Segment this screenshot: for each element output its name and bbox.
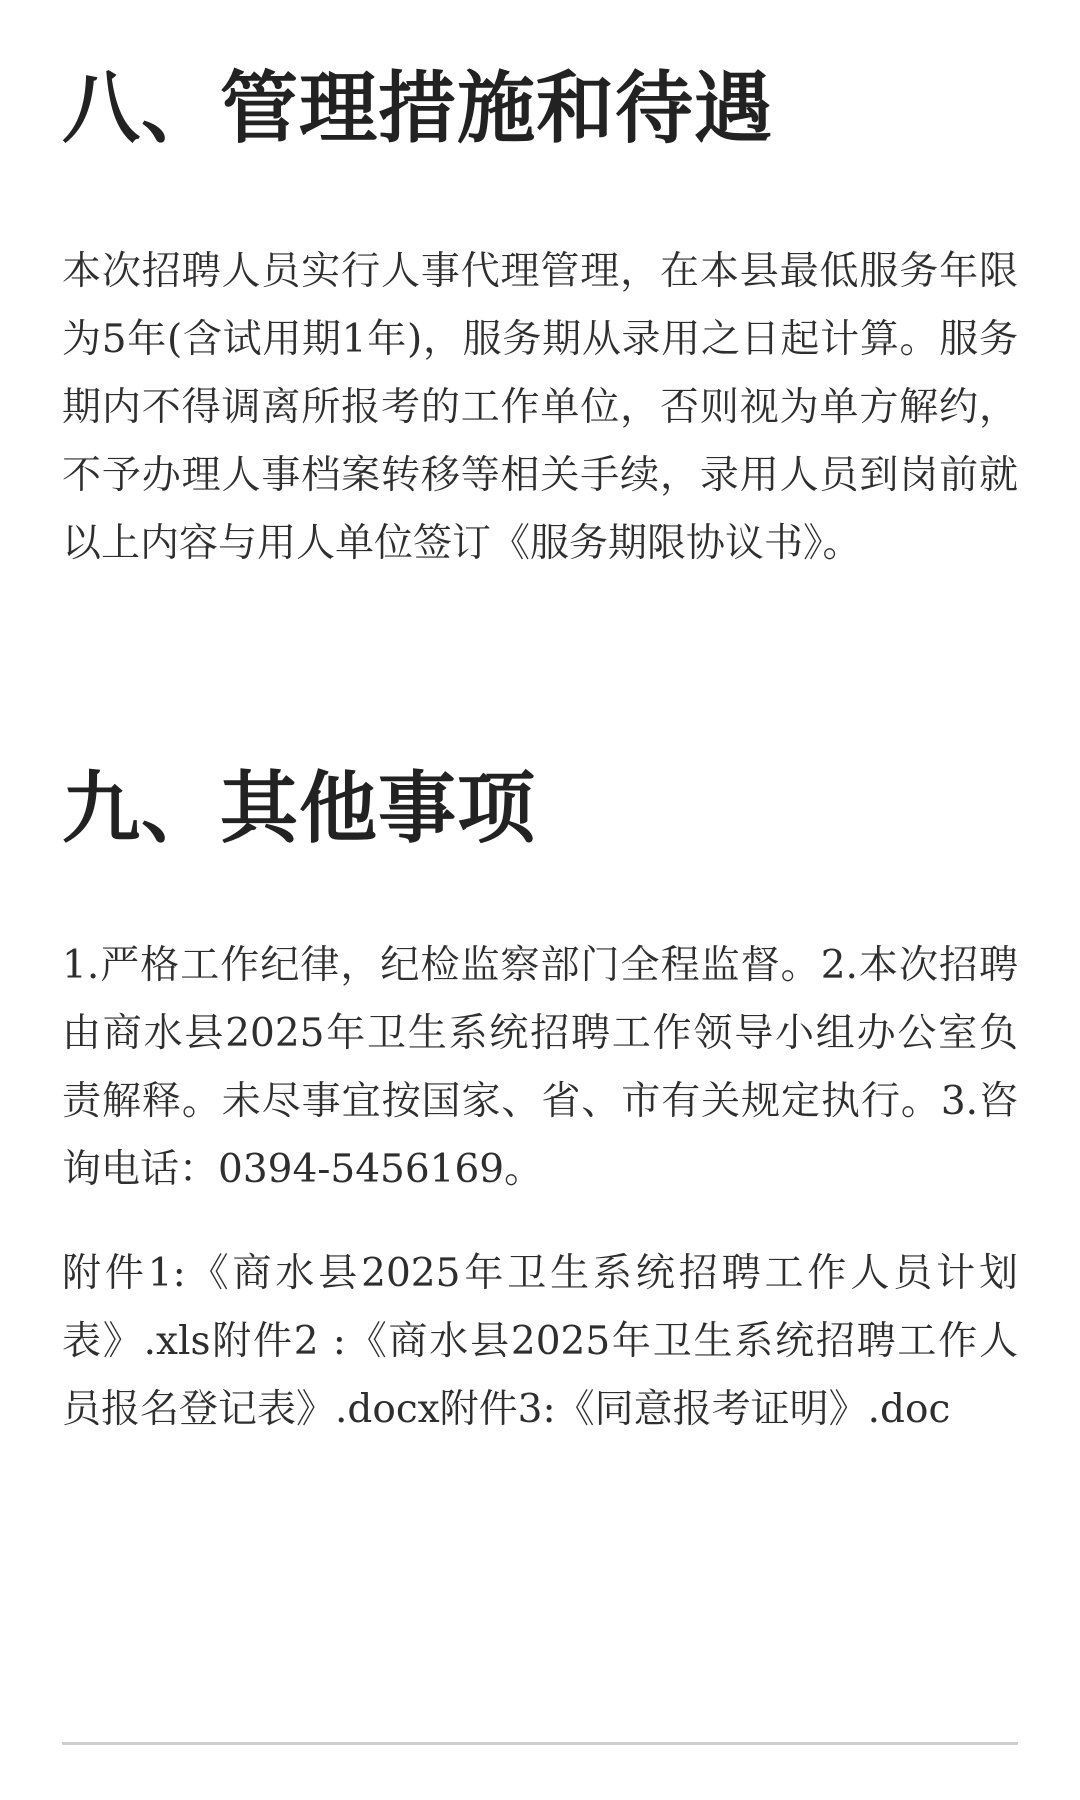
- paragraph-management-measures: 本次招聘人员实行人事代理管理，在本县最低服务年限为5年(含试用期1年)，服务期从录用之日起计算。服务期内不得调离所报考的工作单位，否则视为单方解约，不予办理人事档案转移等相关手续，录用人员到岗前就以上内容与用人单位签订《服务期限协议书》。: [62, 249, 1018, 566]
- bottom-divider: [62, 1742, 1018, 1745]
- paragraph-attachments: 附件1:《商水县2025年卫生系统招聘工作人员计划表》.xls附件2 :《商水县2025年卫生系统招聘工作人员报名登记表》.docx附件3:《同意报考证明》.doc: [62, 1251, 1018, 1432]
- paragraph-other-matters: 1.严格工作纪律，纪检监察部门全程监督。2.本次招聘由商水县2025年卫生系统招聘工作领导小组办公室负责解释。未尽事宜按国家、省、市有关规定执行。3.咨询电话：0394-5456169。: [62, 943, 1018, 1192]
- section-heading-other-matters: 九、其他事项: [62, 763, 537, 854]
- section-heading-management: 八、管理措施和待遇: [62, 63, 774, 154]
